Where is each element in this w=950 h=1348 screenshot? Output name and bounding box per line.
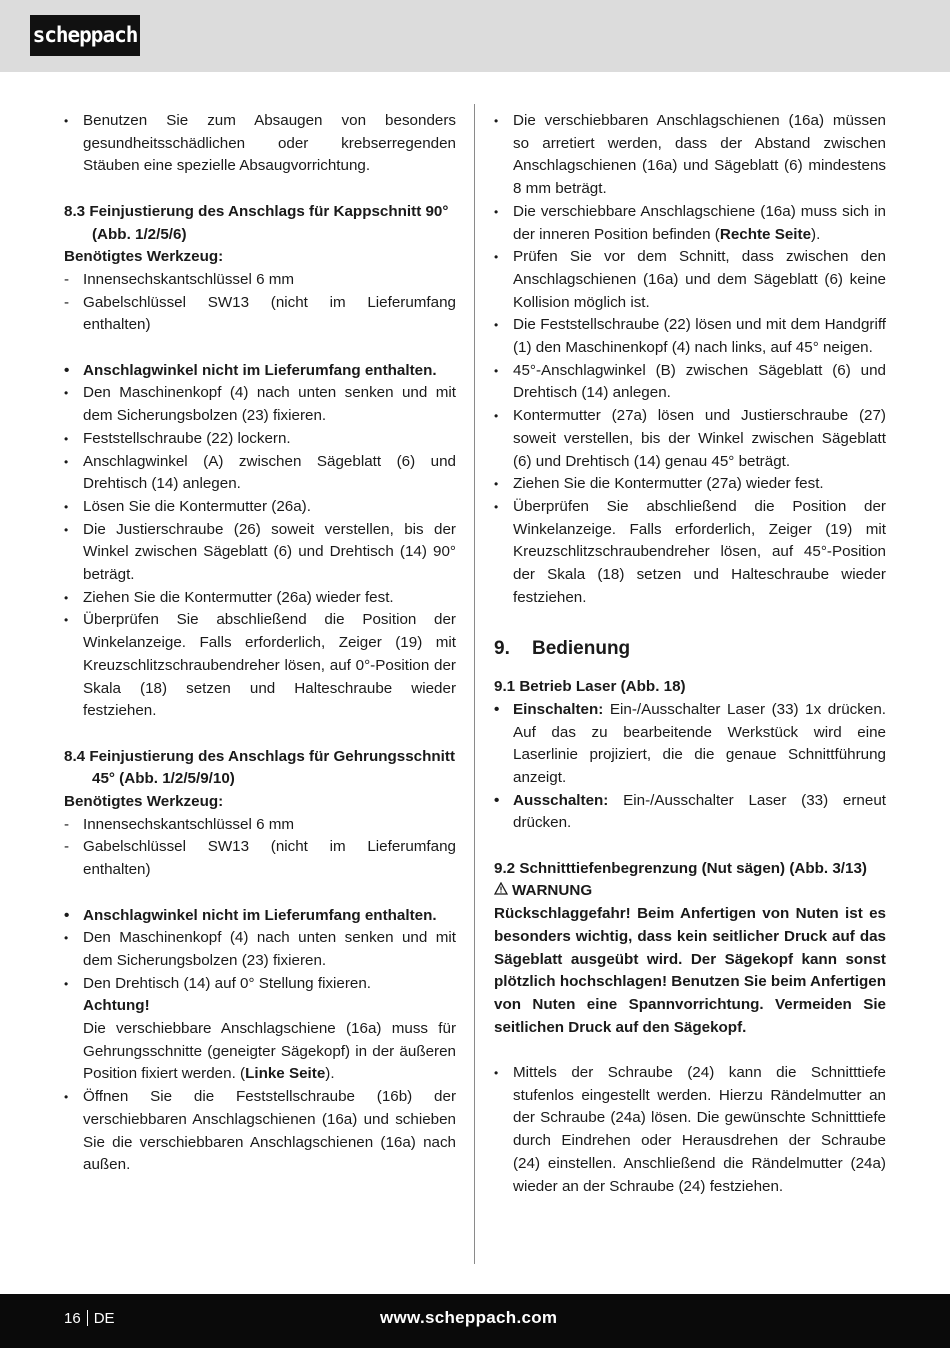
note-item: • Anschlagwinkel nicht im Lieferumfang enthalten. (64, 905, 456, 928)
list-item: • Prüfen Sie vor dem Schnitt, dass zwischen den Anschlagschienen (16a) und dem Sägeblatt (6) keine Kollision möglich ist. (494, 246, 886, 314)
page-header (0, 0, 950, 72)
attention-text-end: ). (325, 1065, 335, 1083)
list-item-bold: Rechte Seite (719, 225, 812, 243)
chapter-title: Bedienung (532, 638, 631, 660)
warning-label: WARNUNG (512, 882, 593, 900)
list-item: • Den Maschinenkopf (4) nach unten senken und mit dem Sicherungsbolzen (23) fixieren. (64, 927, 456, 972)
list-item: • Überprüfen Sie abschließend die Position der Winkelanzeige. Falls erforderlich, Zeiger (19) mit Kreuzschlitzschraubendreher lösen, auf 45°-Position der Skala (18) setzen und Halteschraube wieder festziehen. (494, 496, 886, 610)
footer-separator (87, 1310, 88, 1326)
list-item: • Mittels der Schraube (24) kann die Schnitttiefe stufenlos eingestellt werden. Hierzu Rändelmutter an der Schraube (24a) lösen. Die gewünschte Schnitttiefe durch Eindrehen oder Herausdrehen der Schraube (24) einstellen. Anschließend die Rändelmutter (24a) wieder an der Schraube (24) festziehen. (494, 1062, 886, 1198)
list-item: • Ziehen Sie die Kontermutter (27a) wieder fest. (494, 473, 886, 496)
tool-item: - Innensechskantschlüssel 6 mm (64, 814, 456, 837)
page-number (64, 1310, 115, 1327)
list-item: • Benutzen Sie zum Absaugen von besonders gesundheitsschädlichen oder krebserregenden Stäuben eine spezielle Absaugvorrichtung. (64, 110, 456, 178)
tools-label: Benötigtes Werkzeug: (64, 248, 224, 266)
list-item: • Den Maschinenkopf (4) nach unten senken und mit dem Sicherungsbolzen (23) fixieren. (64, 382, 456, 427)
tool-item: - Gabelschlüssel SW13 (nicht im Lieferumfang enthalten) (64, 836, 456, 881)
chapter-heading (494, 636, 886, 662)
list-item (494, 699, 886, 790)
right-column (494, 110, 886, 1198)
warning-heading (494, 880, 886, 903)
list-item: • Die Feststellschraube (22) lösen und mit dem Handgriff (1) den Maschinenkopf (4) nach links, auf 45° neigen. (494, 314, 886, 359)
list-item-label: Ausschalten: (513, 791, 609, 809)
section-heading: 8.4 Feinjustierung des Anschlags für Gehrungsschnitt 45° (Abb. 1/2/5/9/10) (64, 747, 456, 788)
page-footer (0, 1294, 950, 1348)
list-item: • Überprüfen Sie abschließend die Position der Winkelanzeige. Falls erforderlich, Zeiger (19) mit Kreuzschlitzschraubendreher lösen, auf 0°-Position der Skala (18) setzen und Halteschraube wieder festziehen. (64, 609, 456, 723)
list-item: • Anschlagwinkel (A) zwischen Sägeblatt (6) und Drehtisch (14) anlegen. (64, 451, 456, 496)
list-item: • Feststellschraube (22) lockern. (64, 428, 456, 451)
warning-triangle-icon (494, 880, 508, 903)
language-code: DE (93, 1310, 115, 1327)
list-item-text: Die verschiebbare Anschlagschiene (16a) muss sich in der inneren Position befinden ( (513, 202, 886, 243)
list-item: • Die verschiebbaren Anschlagschienen (16a) müssen so arretiert werden, dass der Abstand zwischen Anschlagschienen (16a) und Sägeblatt (6) mindestens 8 mm beträgt. (494, 110, 886, 201)
list-item: • Öffnen Sie die Feststellschraube (16b) der verschiebbaren Anschlagschienen (16a) und schieben Sie die verschiebbaren Anschlagschienen (16a) nach außen. (64, 1086, 456, 1177)
list-item: • Ziehen Sie die Kontermutter (26a) wieder fest. (64, 587, 456, 610)
attention-text: Die verschiebbare Anschlagschiene (16a) muss für Gehrungsschnitte (geneigter Sägekopf) in der äußeren Position fixiert werden. ( (83, 1020, 456, 1083)
list-item: • Die Justierschraube (26) soweit verstellen, bis der Winkel zwischen Sägeblatt (6) und Drehtisch (14) 90° beträgt. (64, 519, 456, 587)
section-heading: 9.1 Betrieb Laser (Abb. 18) (494, 678, 686, 696)
note-item: • Anschlagwinkel nicht im Lieferumfang enthalten. (64, 360, 456, 383)
list-item: • Kontermutter (27a) lösen und Justierschraube (27) soweit verstellen, bis der Winkel zwischen Sägeblatt (6) und Drehtisch (14) genau 45° beträgt. (494, 405, 886, 473)
tool-item: - Innensechskantschlüssel 6 mm (64, 269, 456, 292)
list-item (494, 201, 886, 246)
list-item: • 45°-Anschlagwinkel (B) zwischen Sägeblatt (6) und Drehtisch (14) anlegen. (494, 360, 886, 405)
list-item: • Lösen Sie die Kontermutter (26a). (64, 496, 456, 519)
left-column (64, 110, 456, 1177)
warning-text: Rückschlaggefahr! Beim Anfertigen von Nuten ist es besonders wichtig, dass kein seitlicher Druck auf das Sägeblatt ausgeübt wird. Der Sägekopf kann sonst plötzlich hochschlagen! Benutzen Sie beim Anfertigen von Nuten eine Spannvorrichtung. Vermeiden Sie seitlichen Druck auf den Sägekopf. (494, 905, 886, 1036)
list-item-label: Einschalten: (513, 700, 604, 718)
tools-label: Benötigtes Werkzeug: (64, 793, 224, 811)
column-divider (474, 104, 475, 1264)
brand-logo: scheppach (30, 15, 140, 56)
list-item-text: Ein-/Ausschalter Laser (33) 1x drücken. Auf das zu bearbeitende Werkstück wird eine Laserlinie projiziert, die die genaue Schnittführung anzeigt. (513, 700, 886, 786)
page-number-value: 16 (64, 1310, 81, 1327)
chapter-number: 9. (494, 638, 510, 660)
list-item-text: Ein-/Ausschalter Laser (33) erneut drücken. (513, 791, 886, 832)
website-url: www.scheppach.com (380, 1308, 558, 1327)
list-item-text: Den Drehtisch (14) auf 0° Stellung fixieren. (83, 974, 372, 992)
list-item-text-end: ). (811, 225, 821, 243)
list-item (64, 973, 456, 1087)
attention-bold: Linke Seite (245, 1065, 326, 1083)
section-heading: 9.2 Schnitttiefenbegrenzung (Nut sägen) (Abb. 3/13) (494, 859, 867, 877)
attention-label: Achtung! (83, 997, 150, 1015)
section-heading: 8.3 Feinjustierung des Anschlags für Kappschnitt 90° (Abb. 1/2/5/6) (64, 202, 449, 243)
list-item (494, 790, 886, 835)
tool-item: - Gabelschlüssel SW13 (nicht im Lieferumfang enthalten) (64, 292, 456, 337)
